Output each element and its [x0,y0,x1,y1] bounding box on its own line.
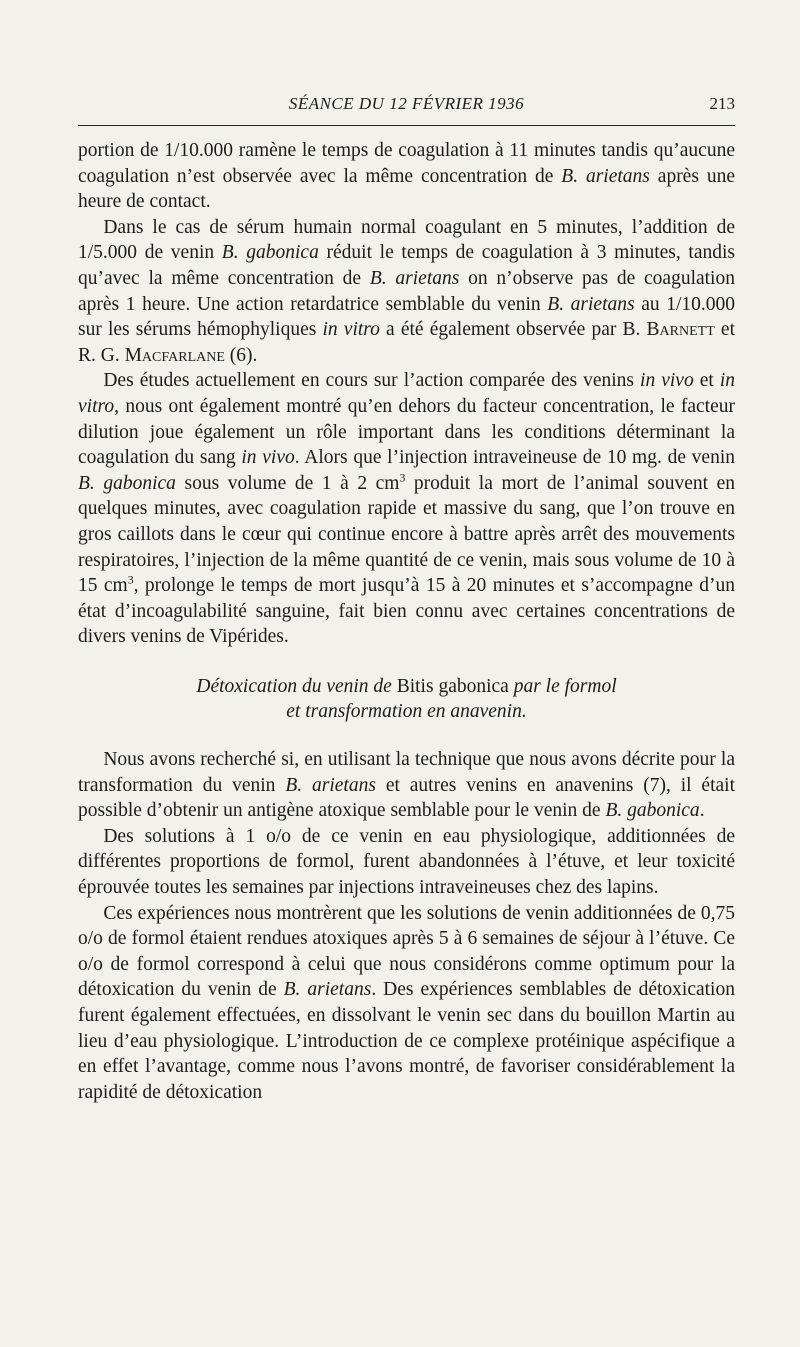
section-heading-line1: Détoxication du venin de Bitis gabonica par le formol [196,675,617,697]
paragraph-solutions: Des solutions à 1 o/o de ce venin en eau physiologique, additionnées de différentes proportions de formol, furent abandonnées à l’étuve, et leur toxicité éprouvée toutes les semaines par injections intraveineuses chez des lapins. [78,825,735,899]
paragraph-research-question: Nous avons recherché si, en utilisant la technique que nous avons décrite pour la transformation du venin B. arietans et autres venins en anavenins (7), il était possible d’obtenir un antigène atoxique semblable pour le venin de B. gabonica. [78,749,735,822]
page-number: 213 [709,94,735,113]
header-rule [78,125,735,126]
section-heading [78,674,735,725]
author-name: Barnett [646,319,715,341]
section-heading-line2: et transformation en anavenin. [286,701,527,723]
running-title: SÉANCE DU 12 FÉVRIER 1936 [288,94,525,113]
paragraph-in-vivo-studies: Des études actuellement en cours sur l’action comparée des venins in vivo et in vitro, nous ont également montré qu’en dehors du facteur concentration, le facteur dilution joue également un rôle important dans les conditions déterminant la coagulation du sang in vivo. Alors que l’injection intraveineuse de 10 mg. de venin B. gabonica sous volume de 1 à 2 $cm^3$ produit la mort de l’animal souvent en quelques minutes, avec coagulation rapide et massive du sang, que l’on trouve en gros caillots dans le cœur qui continue encore à battre après arrêt des mouvements respiratoires, l’injection de la même quantité de ce venin, mais sous volume de 10 à 15 $cm^3$, prolonge le temps de mort jusqu’à 15 à 20 minutes et s’accompagne d’un état d’incoagulabilité sanguine, fait bien connu avec certaines concentrations de divers venins de Vipérides. [78,370,736,648]
paragraph-continuation: portion de 1/10.000 ramène le temps de coagulation à 11 minutes tandis qu’aucune coagulation n’est observée avec la même concentration de B. arietans après une heure de contact. [78,140,735,213]
paragraph-human-serum: Dans le cas de sérum humain normal coagulant en 5 minutes, l’addition de 1/5.000 de venin B. gabonica réduit le temps de coagulation à 3 minutes, tandis qu’avec la même concentration de B. arietans on n’observe pas de coagulation après 1 heure. Une action retardatrice semblable du venin B. arietans au 1/10.000 sur les sérums hémophyliques in vitro a été également observée par B. Barnett et R. G. Macfarlane (6). [78,216,735,366]
running-header [78,92,735,126]
body-text [78,138,735,1105]
paragraph-experiments: Ces expériences nous montrèrent que les solutions de venin additionnées de 0,75 o/o de formol étaient rendues atoxiques après 5 à 6 semaines de séjour à l’étuve. Ce o/o de formol correspond à celui que nous considérons comme optimum pour la détoxication du venin de B. arietans. Des expériences semblables de détoxication furent également effectuées, en dissolvant le venin sec dans du bouillon Martin au lieu d’eau physiologique. L’introduction de ce complexe protéinique aspécifique a en effet l’avantage, comme nous l’avons montré, de favoriser considérablement la rapidité de détoxication [78,902,735,1103]
author-name: Macfarlane [124,344,225,366]
